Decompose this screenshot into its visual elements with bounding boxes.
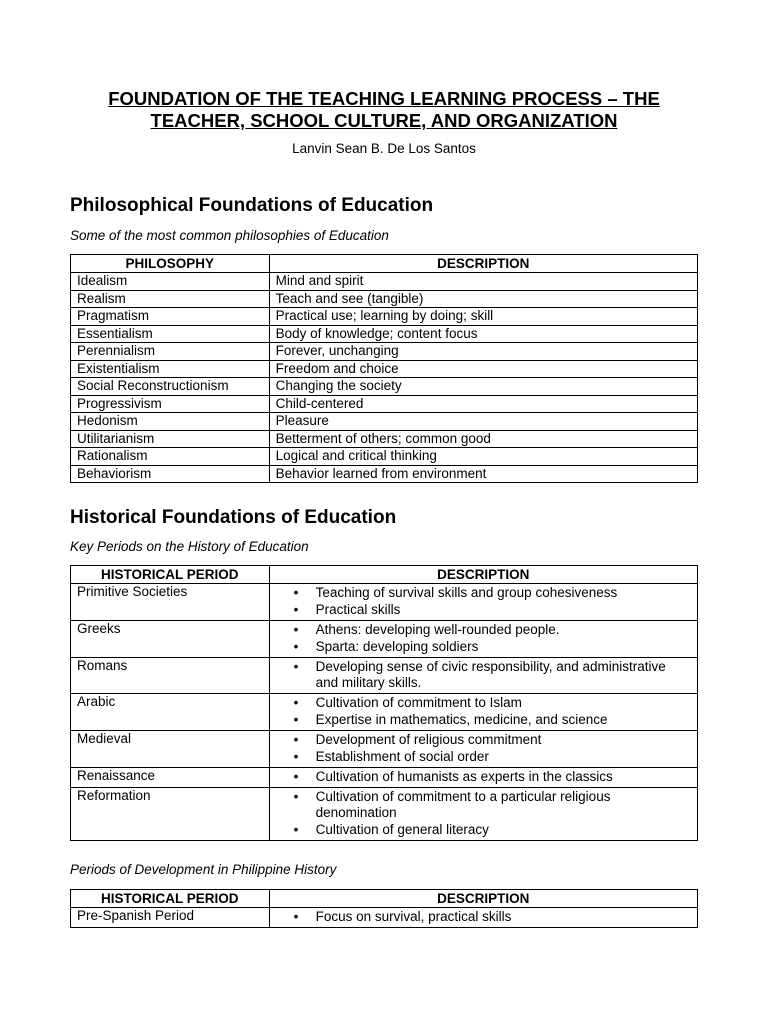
- philippine-caption: Periods of Development in Philippine History: [70, 862, 337, 877]
- description-cell: [269, 768, 697, 788]
- description-cell: Logical and critical thinking: [269, 448, 697, 466]
- description-cell: Betterment of others; common good: [269, 430, 697, 448]
- philosophy-cell: Social Reconstructionism: [71, 378, 270, 396]
- period-cell: Greeks: [71, 621, 270, 658]
- description-cell: Behavior learned from environment: [269, 465, 697, 483]
- bullet-list: [270, 789, 697, 838]
- column-header-description: DESCRIPTION: [269, 255, 697, 273]
- bullet-item: • Focus on survival, practical skills: [270, 909, 697, 925]
- bullet-item: • Development of religious commitment: [270, 732, 697, 748]
- description-cell: Pleasure: [269, 413, 697, 431]
- table-header-row: [71, 566, 698, 584]
- description-cell: [269, 694, 697, 731]
- period-cell: Primitive Societies: [71, 584, 270, 621]
- historical-caption: Key Periods on the History of Education: [70, 539, 309, 554]
- philosophy-cell: Realism: [71, 290, 270, 308]
- description-cell: Teach and see (tangible): [269, 290, 697, 308]
- table-row: [71, 658, 698, 694]
- description-cell: Child-centered: [269, 395, 697, 413]
- table-row: [71, 378, 698, 396]
- table-row: [71, 343, 698, 361]
- column-header-description: DESCRIPTION: [269, 566, 697, 584]
- philippine-table-body: [71, 908, 698, 928]
- period-cell: Reformation: [71, 788, 270, 841]
- bullet-list: [270, 769, 697, 785]
- philosophy-cell: Rationalism: [71, 448, 270, 466]
- column-header-historical-period: HISTORICAL PERIOD: [71, 566, 270, 584]
- description-cell: Forever, unchanging: [269, 343, 697, 361]
- period-cell: Pre-Spanish Period: [71, 908, 270, 928]
- column-header-description: DESCRIPTION: [269, 890, 697, 908]
- bullet-item: • Developing sense of civic responsibility, and administrative and military skills.: [270, 659, 697, 691]
- philosophy-cell: Behaviorism: [71, 465, 270, 483]
- description-cell: [269, 788, 697, 841]
- description-cell: Changing the society: [269, 378, 697, 396]
- philosophy-cell: Idealism: [71, 273, 270, 291]
- philosophy-cell: Pragmatism: [71, 308, 270, 326]
- description-cell: [269, 621, 697, 658]
- historical-table-body: [71, 584, 698, 841]
- bullet-item: • Cultivation of general literacy: [270, 822, 697, 838]
- bullet-item: • Sparta: developing soldiers: [270, 639, 697, 655]
- description-cell: [269, 584, 697, 621]
- bullet-item: • Establishment of social order: [270, 749, 697, 765]
- table-row: [71, 308, 698, 326]
- table-row: [71, 360, 698, 378]
- bullet-list: [270, 909, 697, 925]
- description-cell: Freedom and choice: [269, 360, 697, 378]
- philosophy-cell: Utilitarianism: [71, 430, 270, 448]
- table-row: [71, 584, 698, 621]
- author-name: Lanvin Sean B. De Los Santos: [292, 141, 476, 156]
- table-row: [71, 413, 698, 431]
- bullet-list: [270, 732, 697, 765]
- bullet-list: [270, 622, 697, 655]
- bullet-item: • Teaching of survival skills and group cohesiveness: [270, 585, 697, 601]
- table-row: [71, 465, 698, 483]
- table-row: [71, 768, 698, 788]
- bullet-item: • Cultivation of humanists as experts in the classics: [270, 769, 697, 785]
- table-row: [71, 621, 698, 658]
- philosophy-cell: Perennialism: [71, 343, 270, 361]
- table-row: [71, 395, 698, 413]
- period-cell: Romans: [71, 658, 270, 694]
- table-row: [71, 430, 698, 448]
- bullet-item: • Athens: developing well-rounded people.: [270, 622, 697, 638]
- column-header-philosophy: PHILOSOPHY: [71, 255, 270, 273]
- description-cell: [269, 908, 697, 928]
- philosophical-heading: Philosophical Foundations of Education: [70, 195, 434, 216]
- philosophy-cell: Existentialism: [71, 360, 270, 378]
- bullet-list: [270, 659, 697, 691]
- philippine-periods-table: [70, 889, 698, 928]
- description-cell: [269, 731, 697, 768]
- table-row: [71, 908, 698, 928]
- table-row: [71, 325, 698, 343]
- table-row: [71, 273, 698, 291]
- document-title: FOUNDATION OF THE TEACHING LEARNING PROCESS – THE TEACHER, SCHOOL CULTURE, AND ORGANIZATION: [108, 88, 660, 131]
- philosophy-cell: Progressivism: [71, 395, 270, 413]
- table-row: [71, 788, 698, 841]
- description-cell: Mind and spirit: [269, 273, 697, 291]
- period-cell: Renaissance: [71, 768, 270, 788]
- period-cell: Medieval: [71, 731, 270, 768]
- philosophy-table-body: [71, 273, 698, 483]
- column-header-historical-period: HISTORICAL PERIOD: [71, 890, 270, 908]
- description-cell: Body of knowledge; content focus: [269, 325, 697, 343]
- bullet-list: [270, 585, 697, 618]
- historical-periods-table: [70, 565, 698, 841]
- bullet-item: • Expertise in mathematics, medicine, and science: [270, 712, 697, 728]
- description-cell: [269, 658, 697, 694]
- table-row: [71, 448, 698, 466]
- table-header-row: [71, 255, 698, 273]
- philosophy-cell: Hedonism: [71, 413, 270, 431]
- bullet-item: • Practical skills: [270, 602, 697, 618]
- historical-heading: Historical Foundations of Education: [70, 507, 397, 528]
- philosophy-table: [70, 254, 698, 483]
- table-header-row: [71, 890, 698, 908]
- table-row: [71, 731, 698, 768]
- bullet-item: • Cultivation of commitment to Islam: [270, 695, 697, 711]
- philosophy-cell: Essentialism: [71, 325, 270, 343]
- philosophical-caption: Some of the most common philosophies of Education: [70, 228, 389, 243]
- description-cell: Practical use; learning by doing; skill: [269, 308, 697, 326]
- bullet-list: [270, 695, 697, 728]
- table-row: [71, 290, 698, 308]
- period-cell: Arabic: [71, 694, 270, 731]
- table-row: [71, 694, 698, 731]
- bullet-item: • Cultivation of commitment to a particular religious denomination: [270, 789, 697, 821]
